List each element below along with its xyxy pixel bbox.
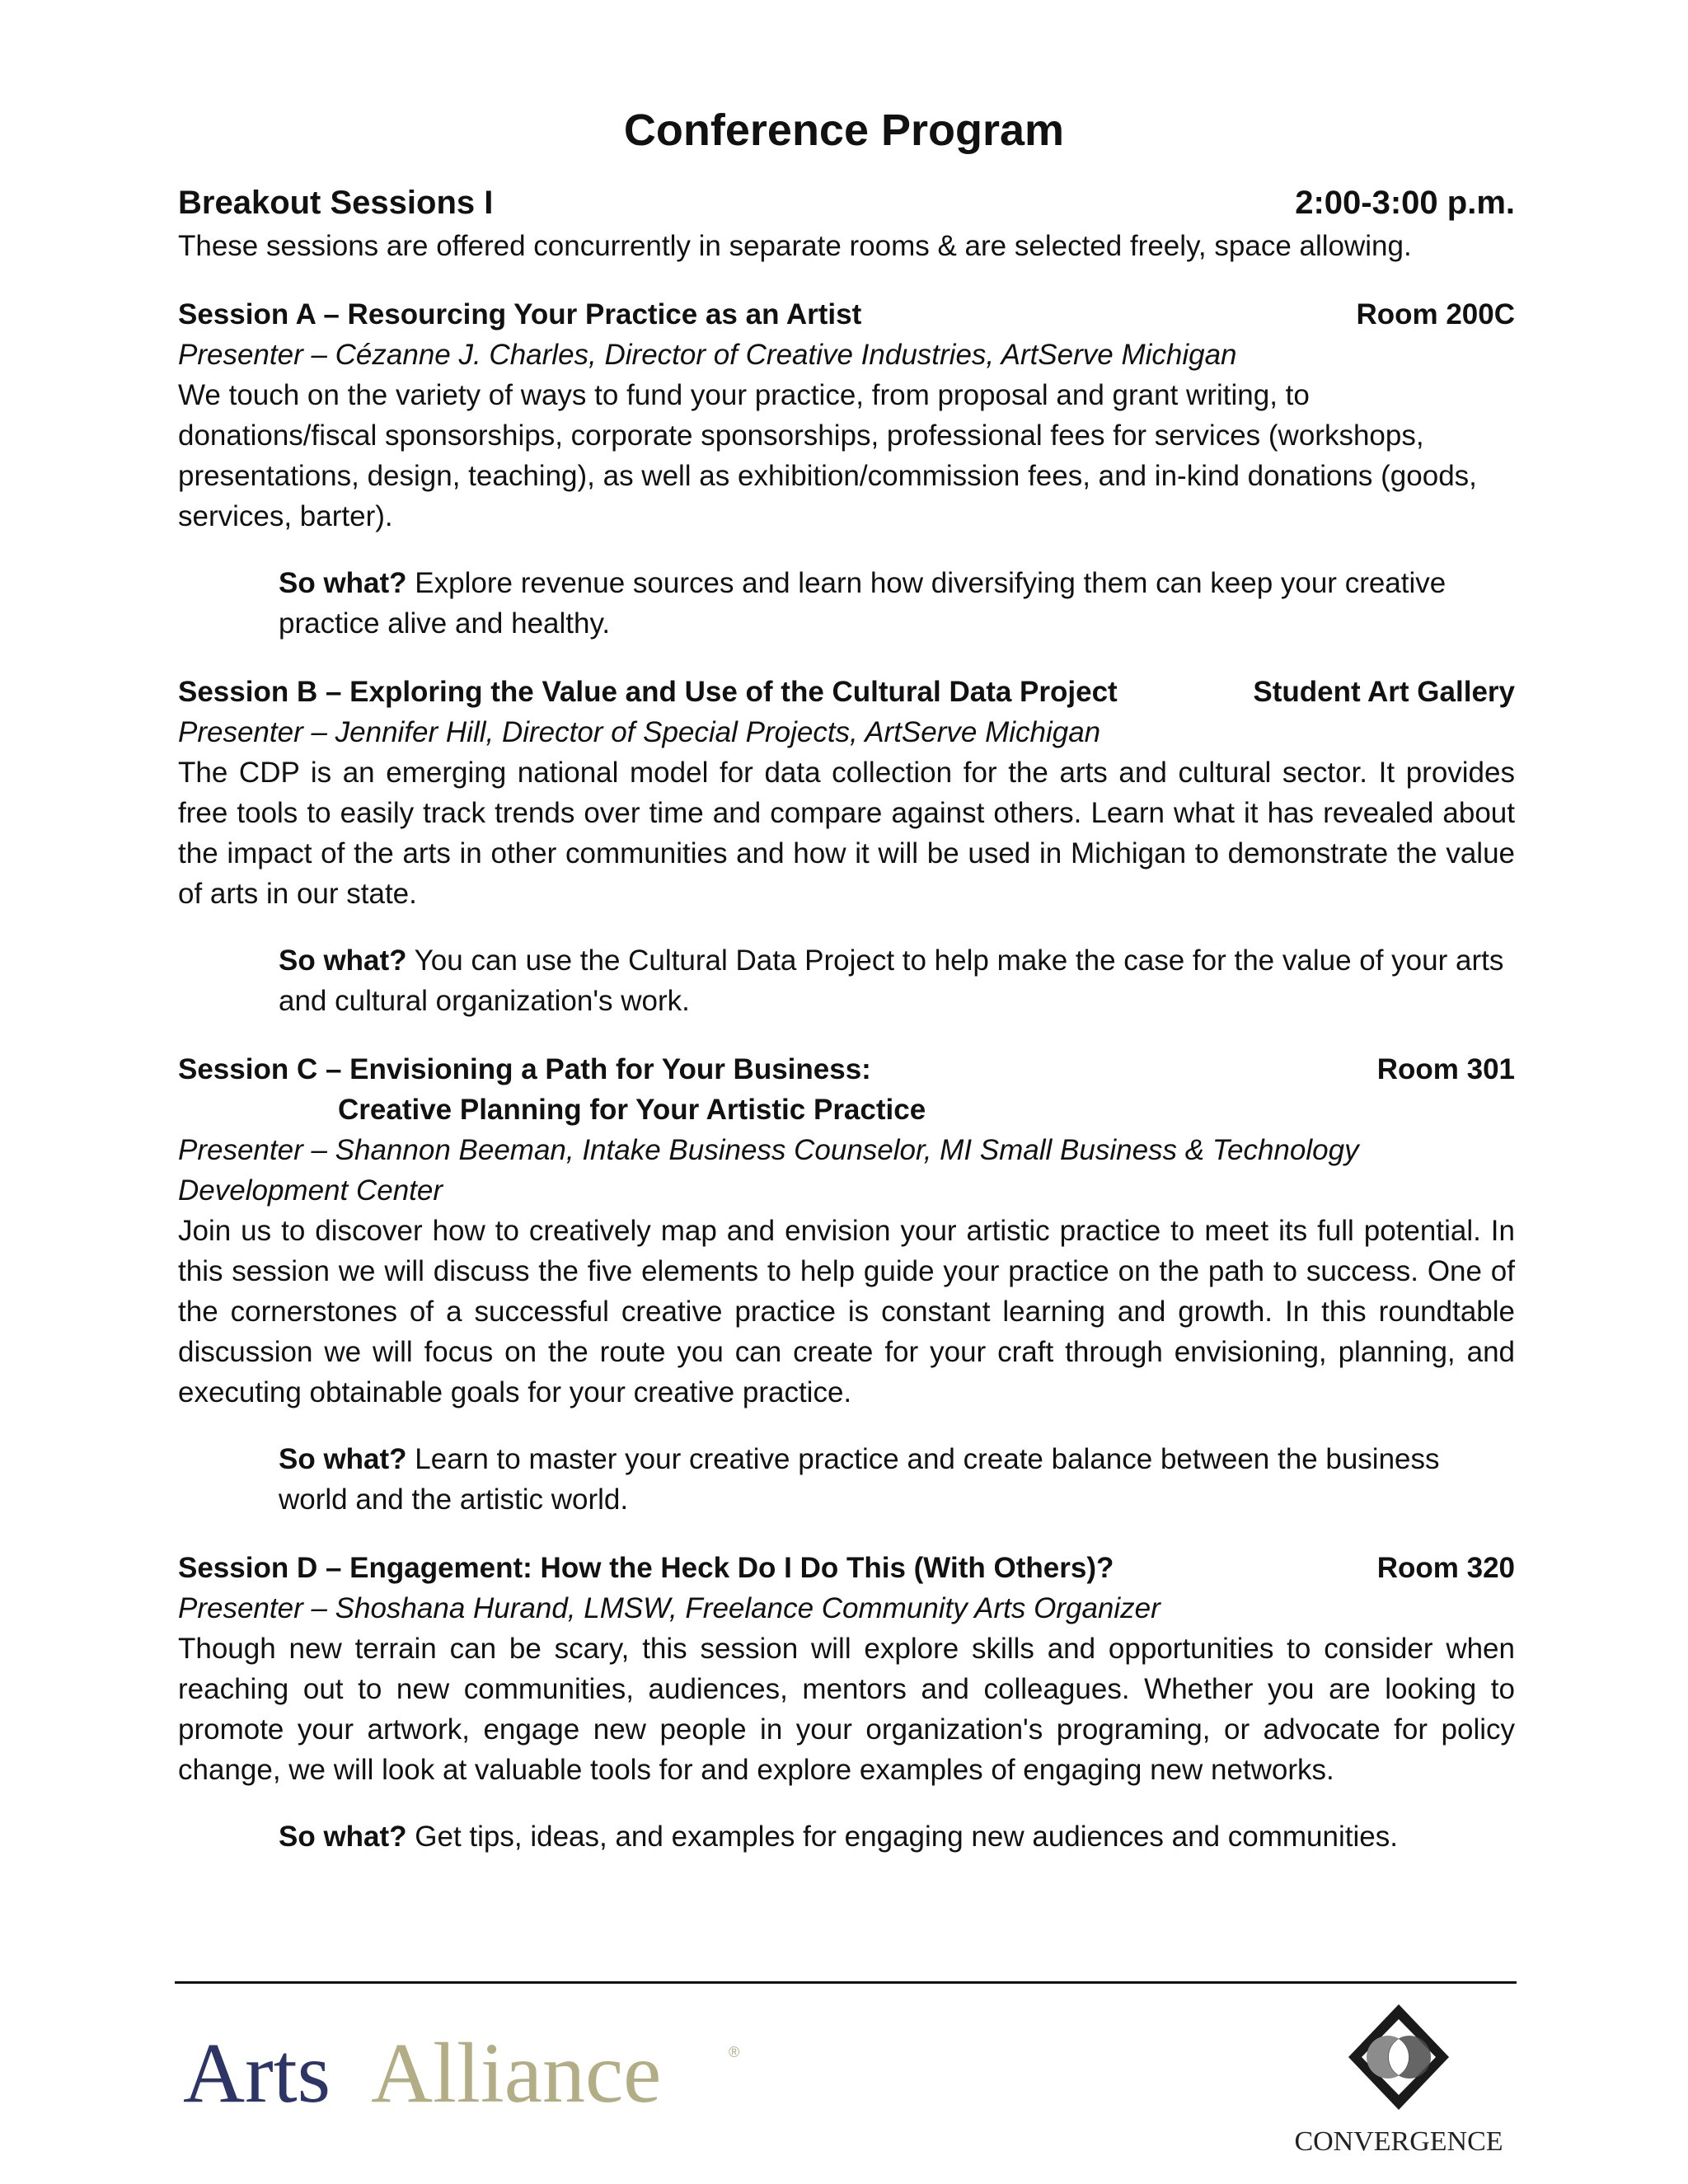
arts-alliance-logo xyxy=(183,2011,760,2118)
so-what xyxy=(279,940,1515,1021)
section-title: Breakout Sessions I xyxy=(178,185,494,221)
registered-mark: ® xyxy=(729,2044,740,2060)
convergence-logo xyxy=(1279,1999,1518,2164)
session-title: Session A – Resourcing Your Practice as an Artist xyxy=(178,298,862,330)
section-time: 2:00-3:00 p.m. xyxy=(1295,185,1515,221)
convergence-wordmark: CONVERGENCE xyxy=(1294,2126,1503,2157)
session-title: Session D – Engagement: How the Heck Do I Do This (With Others)? xyxy=(178,1552,1114,1584)
section-intro: These sessions are offered concurrently in separate rooms & are selected freely, space allowing. xyxy=(178,230,1412,262)
session-title: Session C – Envisioning a Path for Your Business: xyxy=(178,1053,871,1085)
so-what-label: So what? xyxy=(279,567,407,599)
so-what-text: Explore revenue sources and learn how diversifying them can keep your creative practice alive and healthy. xyxy=(279,567,1447,640)
convergence-diamond-icon xyxy=(1279,1999,1518,2123)
page-title: Conference Program xyxy=(623,105,1065,155)
so-what-label: So what? xyxy=(279,1443,407,1475)
session-description: Join us to discover how to creatively map and envision your artistic practice to meet its full potential. In this session we will discuss the five elements to help guide your practice on the path to success. One of the cornerstones of a successful creative practice is constant learning and growth. In this roundtable discussion we will focus on the route you can create for your craft through envisioning, planning, and executing obtainable goals for your creative practice. xyxy=(178,1215,1515,1408)
session-description: The CDP is an emerging national model for data collection for the arts and cultural sector. It provides free tools to easily track trends over time and compare against others. Learn what it has revealed about the impact of the arts in other communities and how it will be used in Michigan to demonstrate the value of arts in our state. xyxy=(178,757,1515,910)
session-presenter: Presenter – Cézanne J. Charles, Director of Creative Industries, ArtServe Michigan xyxy=(178,339,1237,371)
session-d xyxy=(178,1548,1515,1857)
footer-rule xyxy=(175,1981,1517,1984)
session-subtitle: Creative Planning for Your Artistic Practice xyxy=(338,1094,926,1126)
session-a xyxy=(178,294,1515,644)
session-room: Room 301 xyxy=(1376,1053,1515,1085)
so-what xyxy=(279,563,1515,644)
session-room: Student Art Gallery xyxy=(1253,676,1515,708)
so-what-label: So what? xyxy=(279,1821,407,1853)
session-title: Session B – Exploring the Value and Use of the Cultural Data Project xyxy=(178,676,1118,708)
so-what-text: Get tips, ideas, and examples for engaging new audiences and communities. xyxy=(415,1821,1398,1853)
session-b xyxy=(178,672,1515,1021)
session-header xyxy=(178,1548,1515,1588)
section-header xyxy=(178,180,1515,226)
session-description: Though new terrain can be scary, this session will explore skills and opportunities to consider when reaching out to new communities, audiences, mentors and colleagues. Whether you are looking to promote your artwork, engage new people in your organization's programing, or advocate for policy change, we will look at valuable tools for and explore examples of engaging new networks. xyxy=(178,1633,1515,1786)
so-what-label: So what? xyxy=(279,944,407,977)
session-header xyxy=(178,294,1515,335)
so-what-text: Learn to master your creative practice and create balance between the business world and the artistic world. xyxy=(279,1443,1440,1516)
session-presenter: Presenter – Shoshana Hurand, LMSW, Freelance Community Arts Organizer xyxy=(178,1592,1160,1624)
session-header xyxy=(178,672,1515,712)
so-what-text: You can use the Cultural Data Project to help make the case for the value of your arts and cultural organization's work. xyxy=(279,944,1504,1017)
so-what xyxy=(279,1816,1515,1857)
session-room: Room 320 xyxy=(1376,1552,1515,1584)
program-content xyxy=(178,180,1515,1857)
logo-arts-text: Arts xyxy=(183,2026,331,2118)
session-room: Room 200C xyxy=(1356,298,1515,330)
session-presenter: Presenter – Shannon Beeman, Intake Business Counselor, MI Small Business & Technology Development Center xyxy=(178,1134,1359,1207)
logo-alliance-text: Alliance xyxy=(371,2026,662,2118)
session-presenter: Presenter – Jennifer Hill, Director of Special Projects, ArtServe Michigan xyxy=(178,716,1101,748)
session-header xyxy=(178,1049,1515,1090)
so-what xyxy=(279,1439,1515,1520)
session-description: We touch on the variety of ways to fund your practice, from proposal and grant writing, to donations/fiscal sponsorships, corporate sponsorships, professional fees for services (workshops, presentations, design, teaching), as well as exhibition/commission fees, and in-kind donations (goods, services, barter). xyxy=(178,379,1477,532)
session-c xyxy=(178,1049,1515,1520)
